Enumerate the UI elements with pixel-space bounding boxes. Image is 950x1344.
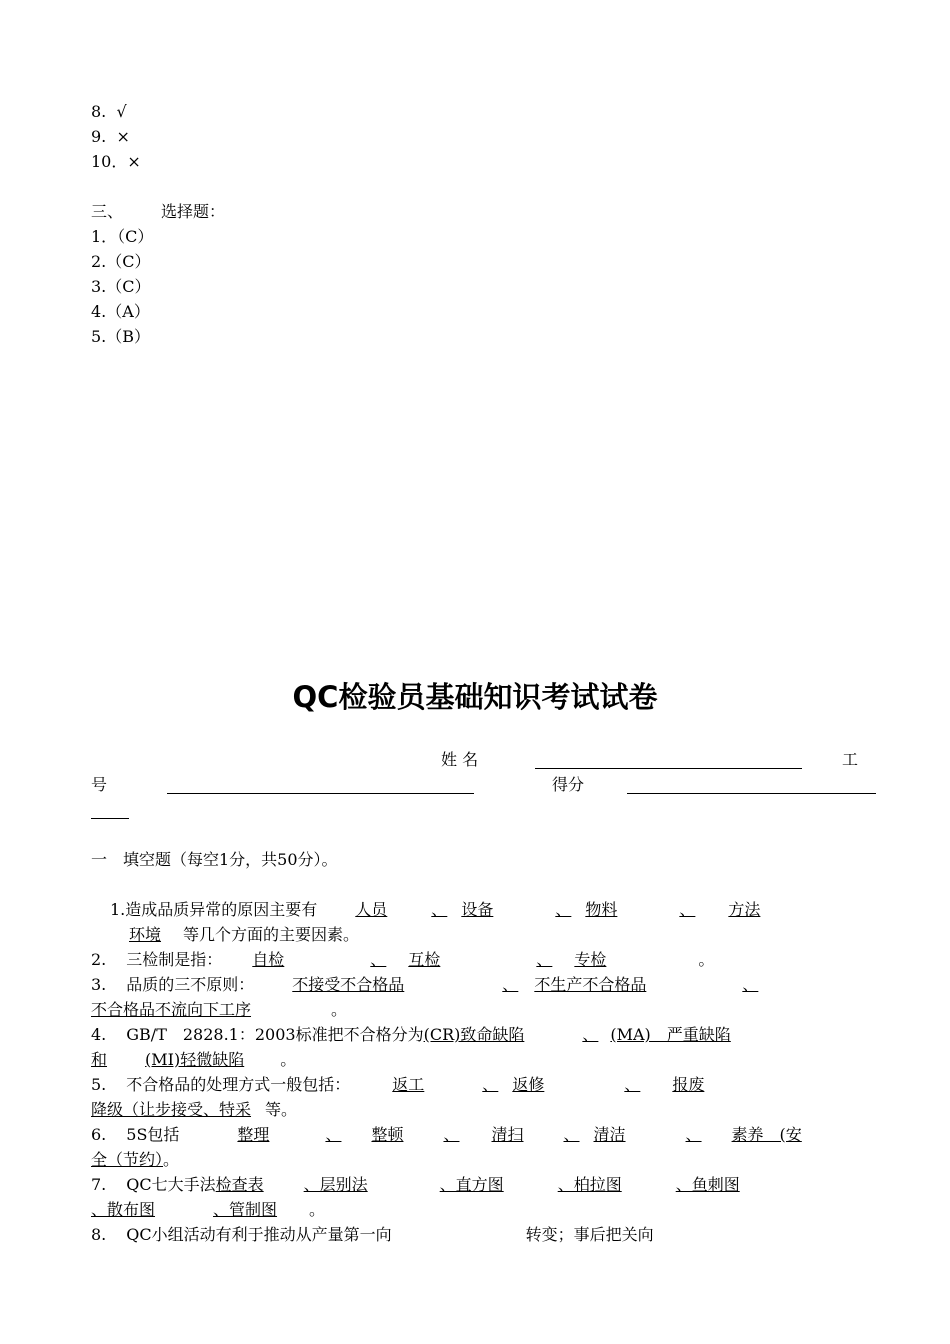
separator: 、 <box>431 900 448 919</box>
question-number: 2. <box>91 950 107 969</box>
answer-blank <box>317 900 798 919</box>
separator: 、 <box>582 1025 599 1044</box>
answer-text: 降级（让步接受、特采 <box>91 1100 252 1119</box>
question-5-line2 <box>91 1100 297 1122</box>
answer-text: 素养 (安 <box>731 1125 802 1144</box>
tf-answer-10 <box>91 152 141 174</box>
question-2 <box>91 950 714 972</box>
question-text: 不合格品的处理方式一般包括： <box>126 1075 351 1094</box>
answer-text: 设备 <box>461 900 494 919</box>
choice-answer-3: 3.（C） <box>91 277 151 296</box>
period: 。 <box>309 1200 326 1219</box>
answer-blank <box>372 1075 798 1094</box>
answer-number: 8. <box>91 102 107 121</box>
question-3-line2 <box>91 1000 347 1022</box>
question-1-line2 <box>91 925 359 947</box>
answer-text: 和 <box>91 1050 108 1069</box>
answer-text: 、柏拉图 <box>557 1175 622 1194</box>
answer-text: 整顿 <box>371 1125 404 1144</box>
separator: 、 <box>502 975 519 994</box>
answer-text: (CR)致命缺陷 <box>423 1025 525 1044</box>
choice-answer-1: 1．（C） <box>91 227 154 246</box>
separator: 、 <box>563 1125 580 1144</box>
answer-text: 、散布图 <box>91 1200 156 1219</box>
separator: 、 <box>685 1125 702 1144</box>
answer-blank <box>91 1200 309 1219</box>
question-text: 等。 <box>265 1100 298 1119</box>
answer-text: 清洁 <box>593 1125 626 1144</box>
question-5-line1 <box>91 1075 798 1097</box>
cross-mark: × <box>127 152 141 171</box>
answer-text: 返修 <box>512 1075 545 1094</box>
question-8 <box>91 1225 778 1247</box>
question-text: 5S包括 <box>126 1125 180 1144</box>
exam-title: QC检验员基础知识考试试卷 <box>292 680 658 714</box>
question-text: 等几个方面的主要因素。 <box>183 925 360 944</box>
answer-text: 环境 <box>129 925 162 944</box>
answer-blank <box>216 1175 816 1194</box>
id-blank[interactable] <box>167 793 474 794</box>
separator: 、 <box>325 1125 342 1144</box>
answer-blank <box>91 925 161 944</box>
answer-text: 互检 <box>408 950 441 969</box>
answer-number: 10． <box>91 152 128 171</box>
choice-answer-2: 2.（C） <box>91 252 151 271</box>
answer-text: 、层别法 <box>303 1175 368 1194</box>
question-7-line1 <box>91 1175 816 1197</box>
answer-text: 返工 <box>392 1075 425 1094</box>
name-blank[interactable] <box>535 768 802 769</box>
question-number: 4. <box>91 1025 107 1044</box>
question-6-line1 <box>91 1125 802 1147</box>
tf-answer-8 <box>91 102 127 124</box>
answer-text: 报废 <box>672 1075 705 1094</box>
question-number: 7. <box>91 1175 107 1194</box>
answer-text: 、直方图 <box>439 1175 504 1194</box>
answer-text: 全（节约） <box>91 1150 164 1169</box>
separator: 、 <box>370 950 387 969</box>
answer-number: 9. <box>91 127 107 146</box>
separator: 、 <box>443 1125 460 1144</box>
question-number: 5. <box>91 1075 107 1094</box>
answer-blank <box>91 1100 265 1119</box>
answer-text: 方法 <box>728 900 761 919</box>
question-text: GB/T 2828.1：2003标准把不合格分为 <box>126 1025 424 1044</box>
choice-heading-text: 选择题： <box>161 202 226 221</box>
answer-blank <box>222 950 698 969</box>
period: 。 <box>698 950 715 969</box>
answer-text: 不合格品不流向下工序 <box>91 1000 252 1019</box>
question-text: 三检制是指： <box>126 950 223 969</box>
answer-text: 不生产不合格品 <box>534 975 647 994</box>
answer-text: (MA) 严重缺陷 <box>610 1025 731 1044</box>
question-number: 8. <box>91 1225 107 1244</box>
separator: 、 <box>679 900 696 919</box>
period: 。 <box>163 1150 180 1169</box>
question-number: 3. <box>91 975 107 994</box>
answer-text: 物料 <box>585 900 618 919</box>
question-text: 1.造成品质异常的原因主要有 <box>110 900 318 919</box>
question-text: QC小组活动有利于推动从产量第一向 <box>126 1225 392 1244</box>
answer-text: 检查表 <box>215 1175 264 1194</box>
question-4-line2 <box>91 1050 296 1072</box>
cross-mark: × <box>116 127 130 146</box>
answer-text: 自检 <box>252 950 285 969</box>
tf-answer-9 <box>91 127 130 149</box>
answer-blank <box>91 1050 260 1069</box>
score-blank-continued <box>91 818 129 819</box>
check-mark: √ <box>116 102 127 121</box>
question-text: 品质的三不原则： <box>126 975 255 994</box>
separator: 、 <box>624 1075 641 1094</box>
answer-blank <box>91 1000 271 1019</box>
id-label-part2: 号 <box>91 775 108 794</box>
answer-text: 不接受不合格品 <box>292 975 405 994</box>
period: 。 <box>331 1000 348 1019</box>
answer-blank <box>292 975 770 994</box>
answer-text: (MI)轻微缺陷 <box>145 1050 245 1069</box>
score-label: 得分 <box>552 775 585 794</box>
answer-text: 人员 <box>355 900 388 919</box>
answer-blank <box>424 1025 787 1044</box>
choice-heading-num: 三、 <box>91 202 124 221</box>
question-text: QC七大手法 <box>126 1175 216 1194</box>
choice-heading <box>91 202 225 224</box>
choice-answer-5: 5.（B） <box>91 327 151 346</box>
choice-answer-4: 4.（A） <box>91 302 150 321</box>
answer-text: 、管制图 <box>213 1200 278 1219</box>
period: 。 <box>280 1050 297 1069</box>
answer-blank[interactable] <box>392 1225 526 1244</box>
answer-text: 清扫 <box>491 1125 524 1144</box>
name-label: 姓 名 <box>441 750 479 769</box>
id-label-part1: 工 <box>842 750 859 769</box>
answer-text: 专检 <box>574 950 607 969</box>
answer-text: 、鱼刺图 <box>675 1175 740 1194</box>
separator: 、 <box>482 1075 499 1094</box>
separator: 、 <box>555 900 572 919</box>
question-1-line1 <box>110 900 798 922</box>
question-6-line2 <box>91 1150 179 1172</box>
section-heading-fill-blank: 一 填空题（每空1分，共50分）。 <box>91 850 338 869</box>
answer-blank[interactable] <box>654 1225 778 1244</box>
answer-blank <box>91 1150 163 1169</box>
question-4-line1 <box>91 1025 787 1047</box>
question-7-line2 <box>91 1200 325 1222</box>
score-blank[interactable] <box>627 793 876 794</box>
question-text: 转变；事后把关向 <box>525 1225 654 1244</box>
question-3-line1 <box>91 975 770 997</box>
answer-blank <box>217 1125 801 1144</box>
separator: 、 <box>536 950 553 969</box>
answer-text: 整理 <box>237 1125 270 1144</box>
separator: 、 <box>742 975 759 994</box>
question-number: 6. <box>91 1125 107 1144</box>
